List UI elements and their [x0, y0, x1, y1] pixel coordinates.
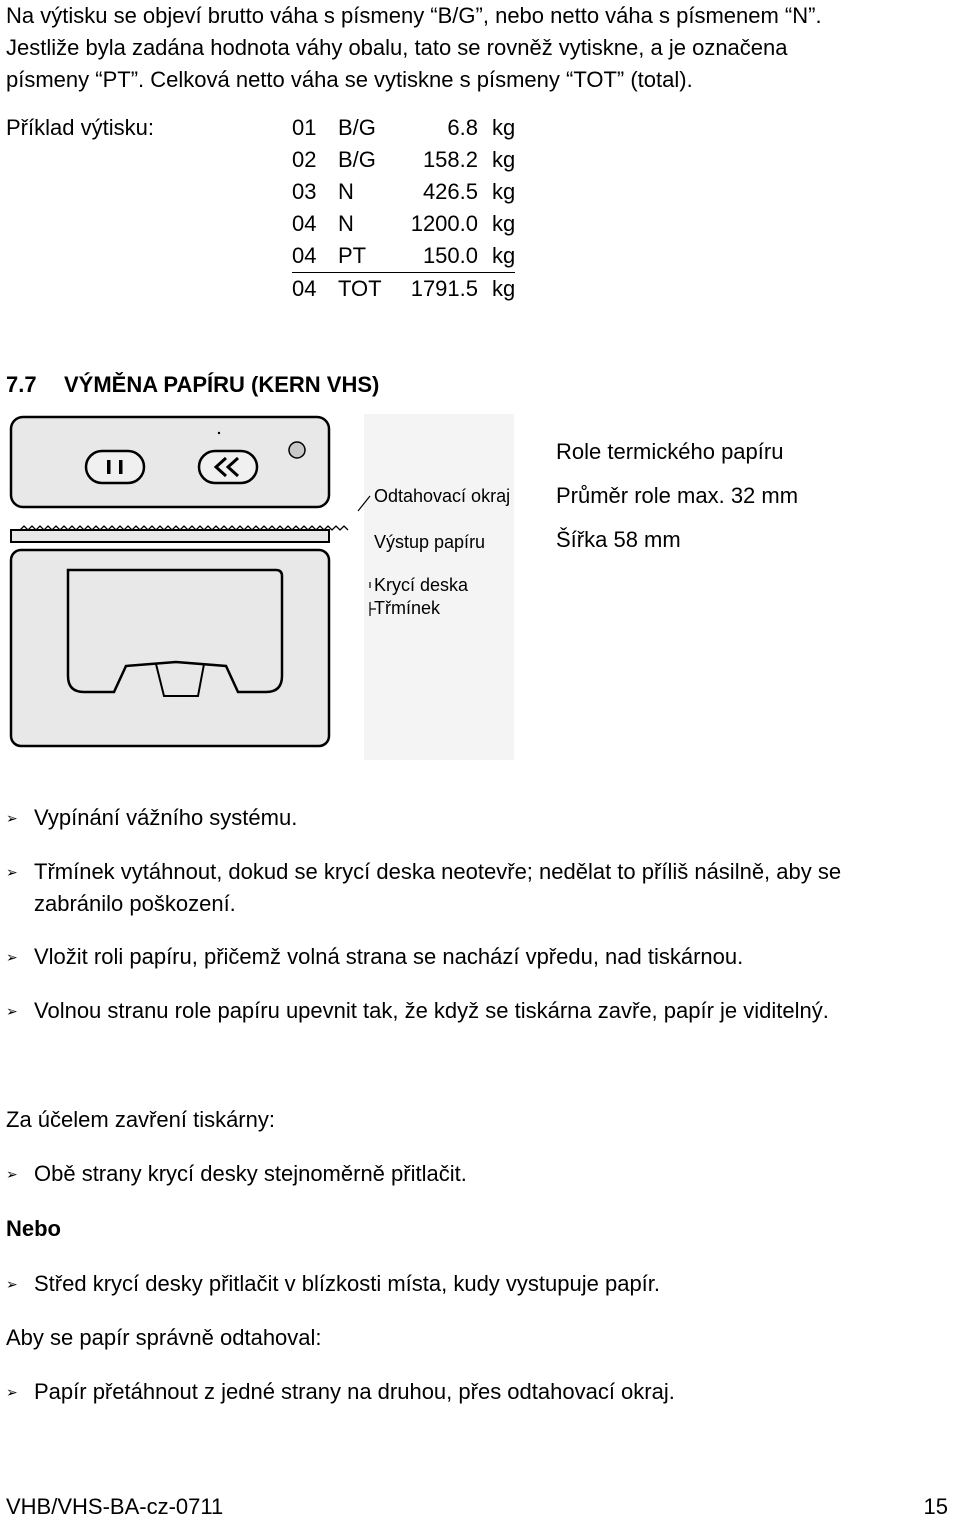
step-text: Vypínání vážního systému. — [34, 805, 298, 830]
list-item — [6, 856, 916, 920]
row-value: 426.5 — [422, 179, 478, 204]
row-code: B/G — [338, 147, 376, 172]
example-row — [292, 112, 515, 144]
arrowhead-bullet-icon: ➢ — [6, 1003, 18, 1019]
intro-line-3: písmeny “PT”. Celková netto váha se vytiskne s písmeny “TOT” (total). — [6, 67, 693, 92]
arrowhead-bullet-icon: ➢ — [6, 810, 18, 826]
arrowhead-bullet-icon: ➢ — [6, 1384, 18, 1400]
example-row-underlined — [292, 240, 515, 273]
row-number: 04 — [292, 211, 317, 236]
callout-bracket: Třmínek — [374, 598, 441, 618]
spec-roll-width: Šířka 58 mm — [556, 527, 681, 552]
step-text: Papír přetáhnout z jedné strany na druhou, přes odtahovací okraj. — [34, 1379, 675, 1404]
row-value: 150.0 — [396, 240, 492, 273]
row-unit: kg — [492, 211, 516, 236]
row-unit: kg — [492, 115, 516, 140]
row-code: B/G — [338, 115, 376, 140]
row-number: 01 — [292, 115, 317, 140]
footer-page-number: 15 — [923, 1494, 948, 1519]
list-item — [6, 802, 956, 834]
row-code: N — [338, 211, 354, 236]
intro-line-1: Na výtisku se objeví brutto váha s písmeny “B/G”, nebo netto váha s písmenem “N”. — [6, 3, 822, 28]
tear-edge — [11, 530, 329, 542]
led-icon — [289, 442, 305, 458]
row-value: 1791.5 — [410, 276, 478, 301]
panel-dot — [218, 432, 220, 434]
section-title: VÝMĚNA PAPÍRU (KERN VHS) — [64, 372, 380, 397]
list-item — [6, 1268, 956, 1300]
row-code: N — [338, 179, 354, 204]
step-text: Obě strany krycí desky stejnoměrně přitlačit. — [34, 1161, 467, 1186]
example-label: Příklad výtisku: — [6, 115, 154, 140]
example-row — [292, 176, 515, 208]
example-row — [292, 273, 515, 306]
row-number: 03 — [292, 179, 317, 204]
rewind-icon — [199, 451, 257, 483]
list-item — [6, 995, 960, 1027]
row-unit: kg — [492, 276, 516, 301]
control-panel — [11, 417, 329, 507]
section-heading — [6, 372, 379, 398]
row-value: 6.8 — [447, 115, 478, 140]
callout-cover: Krycí deska — [374, 575, 469, 595]
list-item — [6, 1158, 956, 1190]
callout-tear-edge: Odtahovací okraj — [374, 486, 511, 506]
close-heading: Za účelem zavření tiskárny: — [6, 1107, 275, 1132]
step-text: Vložit roli papíru, přičemž volná strana se nachází vpředu, nad tiskárnou. — [34, 944, 744, 969]
example-row — [292, 208, 515, 240]
step-text: Třmínek vytáhnout, dokud se krycí deska neotevře; nedělat to příliš násilně, aby se zabránilo poškození. — [34, 859, 842, 916]
row-unit: kg — [492, 240, 515, 273]
row-code: TOT — [338, 276, 382, 301]
row-unit: kg — [492, 147, 516, 172]
row-value: 1200.0 — [410, 211, 478, 236]
arrowhead-bullet-icon: ➢ — [6, 1166, 18, 1182]
callout-paper-exit: Výstup papíru — [374, 532, 486, 552]
row-number: 04 — [292, 240, 338, 273]
arrowhead-bullet-icon: ➢ — [6, 864, 18, 880]
pause-icon — [86, 451, 144, 483]
tear-heading: Aby se papír správně odtahoval: — [6, 1325, 322, 1350]
section-number: 7.7 — [6, 372, 37, 397]
arrowhead-bullet-icon: ➢ — [6, 949, 18, 965]
row-value: 158.2 — [422, 147, 478, 172]
intro-paragraph — [6, 0, 822, 96]
list-item — [6, 941, 956, 973]
step-text: Střed krycí desky přitlačit v blízkosti místa, kudy vystupuje papír. — [34, 1271, 661, 1296]
intro-line-2: Jestliže byla zadána hodnota váhy obalu, tato se rovněž vytiskne, a je označena — [6, 35, 788, 60]
or-label: Nebo — [6, 1216, 61, 1241]
footer-doc-id: VHB/VHS-BA-cz-0711 — [6, 1494, 224, 1519]
row-number: 04 — [292, 276, 317, 301]
spec-roll-type: Role termického papíru — [556, 439, 784, 464]
arrowhead-bullet-icon: ➢ — [6, 1276, 18, 1292]
row-number: 02 — [292, 147, 317, 172]
example-table — [292, 112, 515, 305]
row-unit: kg — [492, 179, 516, 204]
row-code: PT — [338, 240, 396, 273]
list-item — [6, 1376, 956, 1408]
step-text: Volnou stranu role papíru upevnit tak, že když se tiskárna zavře, papír je viditelný. — [34, 998, 829, 1023]
spec-roll-diameter: Průměr role max. 32 mm — [556, 483, 799, 508]
example-row — [292, 144, 515, 176]
